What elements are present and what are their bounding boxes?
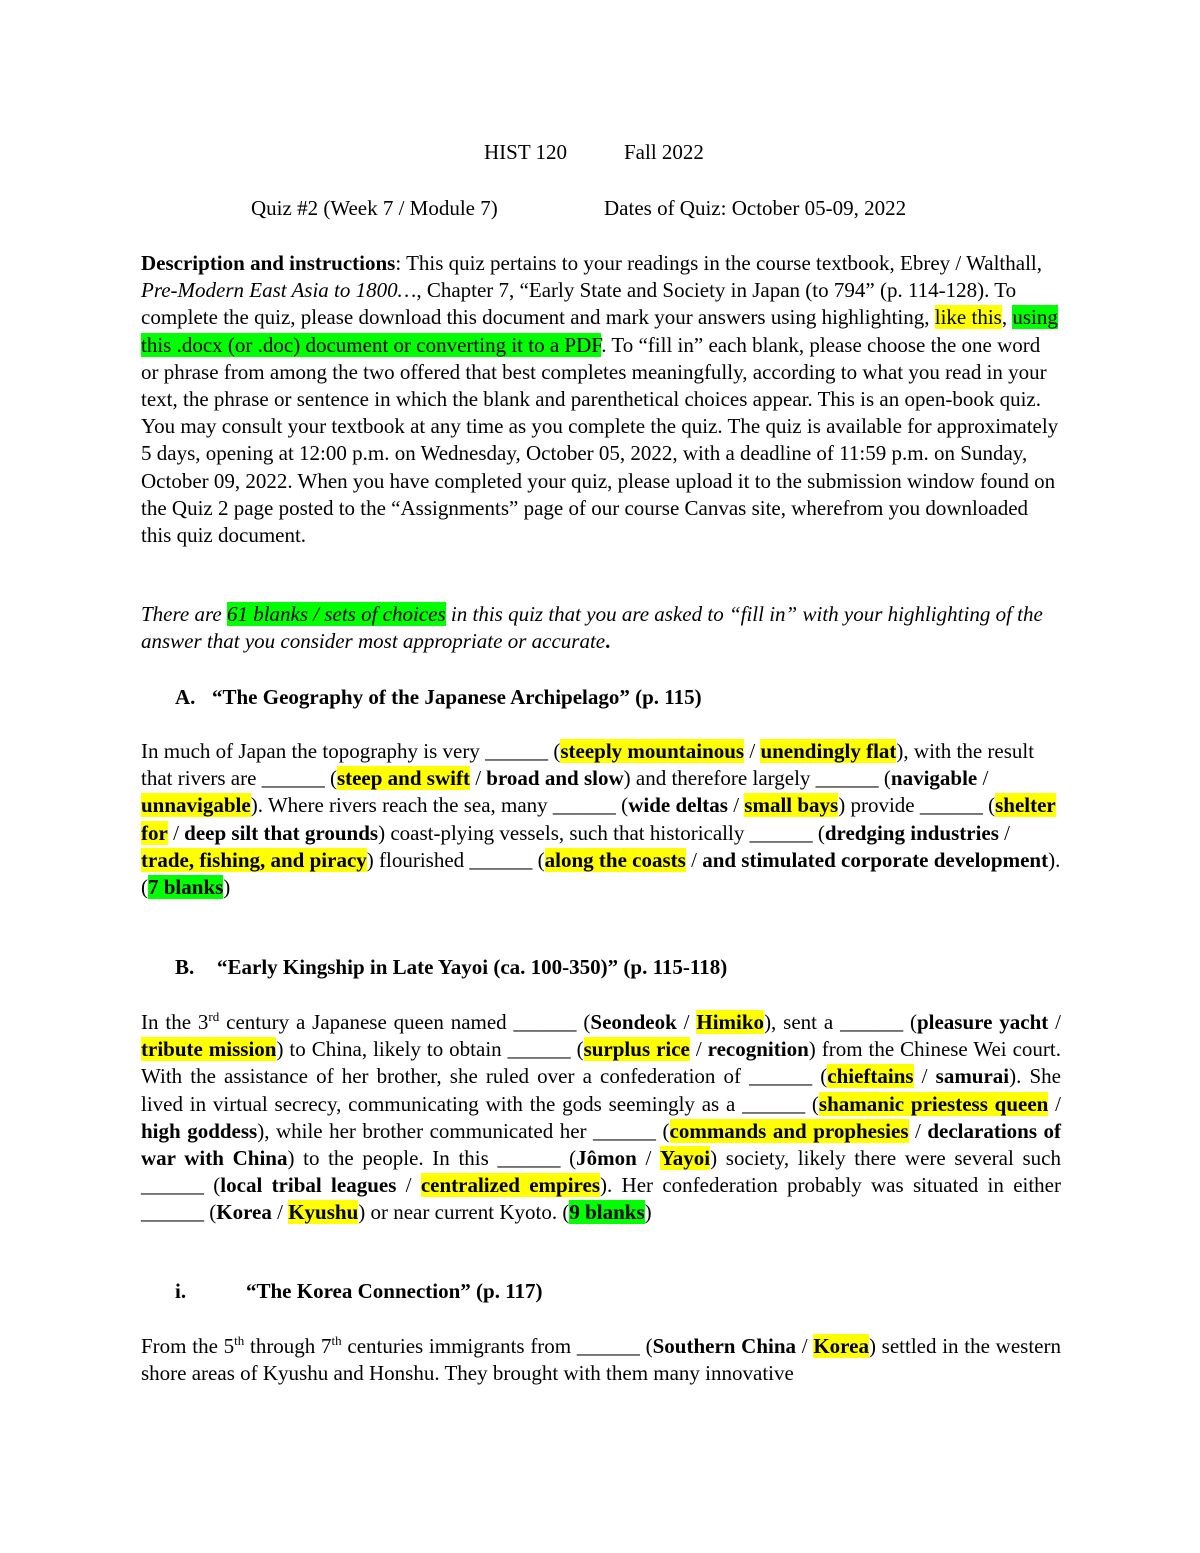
choice-separator: / [636,1146,660,1171]
choice-separator: / [167,820,185,845]
choice-option: Jômon [576,1146,637,1171]
choice-option: pleasure yacht [916,1010,1049,1034]
quiz-title: Quiz #2 (Week 7 / Module 7) [251,196,498,220]
choice-separator: / [469,766,487,791]
choice-option: Southern China [652,1334,797,1358]
text-run: ) society, likely there were several such ______ ( [141,1146,1061,1198]
section-a-paragraph [141,738,1061,901]
text-run: ) or near current Kyoto. ( [358,1200,570,1225]
answer-highlighted: Kyushu [288,1200,359,1225]
section-a-title: “The Geography of the Japanese Archipelago” (p. 115) [212,685,702,709]
highlight-example-green: using this .docx (or .doc) document or converting it to a PDF [141,305,1058,357]
text-run: ) settled in the western shore areas of Kyushu and Honshu. They brought with them many innovative [141,1334,1061,1386]
choice-separator: / [796,1334,814,1358]
quiz-dates: Dates of Quiz: October 05-09, 2022 [604,196,907,220]
note-period: . [605,629,611,654]
blank-count-badge: 7 blanks [148,875,224,900]
text-run: In the 3 [141,1010,209,1034]
section-b-title: “Early Kingship in Late Yayoi (ca. 100-350)” (p. 115-118) [217,955,728,979]
choice-separator: / [744,739,761,763]
text-run: ) [223,875,231,900]
choice-separator: / [1048,1091,1061,1116]
text-run: ) [644,1200,652,1225]
text-run: ). ( [141,847,1061,900]
section-i-paragraph [141,1333,1061,1387]
text-run: In much of Japan the topography is very ______ ( [141,739,561,763]
choice-option: broad and slow [486,766,624,791]
instructions-text-2: , Chapter 7, “Early State and Society in Japan (to 794” (p. 114-128). To complete the quiz, please download this document and mark your answers using highlighting, [141,278,1017,330]
text-run: ), while her brother communicated her ______ ( [257,1118,670,1143]
answer-highlighted: along the coasts [544,847,686,872]
answer-highlighted: surplus rice [583,1037,690,1062]
blanks-note [141,601,1061,655]
answer-highlighted: shamanic priestess queen [818,1091,1049,1116]
choice-option: and stimulated corporate development [702,847,1049,872]
section-i-label: i. [175,1279,187,1303]
ordinal-suffix: th [234,1333,245,1348]
ordinal-suffix: rd [208,1009,220,1024]
choice-option: dredging industries [824,820,999,845]
choice-option: navigable [890,766,978,791]
instructions-comma: , [1001,305,1013,330]
choice-option: recognition [707,1037,809,1062]
choice-option: wide deltas [628,793,728,818]
note-text-2: in this quiz that you are asked to “fill in” with your highlighting of the answer that you consider most appropriate or accurate [141,602,1043,654]
text-run: through 7 [244,1334,332,1358]
text-run: ). Her confederation probably was situated in either ______ ( [141,1173,1061,1225]
answer-highlighted: unnavigable [141,793,251,818]
text-run: ), with the result that rivers are ______ ( [141,739,1035,791]
choice-separator: / [908,1118,928,1143]
ordinal-suffix: th [331,1333,342,1348]
text-run: ) coast-plying vessels, such that historically ______ ( [378,820,825,845]
choice-separator: / [977,766,989,791]
text-run: century a Japanese queen named ______ ( [219,1010,591,1034]
text-run: ) flourished ______ ( [366,847,545,872]
course-term: Fall 2022 [624,140,704,164]
answer-highlighted: trade, fishing, and piracy [141,847,367,872]
blank-count-badge: 9 blanks [569,1200,645,1225]
choice-separator: / [685,847,703,872]
section-b-paragraph [141,1009,1061,1227]
course-header [0,140,1200,170]
choice-separator: / [676,1010,697,1034]
choice-separator: / [271,1200,289,1225]
course-code: HIST 120 [484,140,568,164]
choice-option: Seondeok [590,1010,677,1034]
section-b-label: B. [175,955,195,979]
choice-separator: / [727,793,745,818]
blanks-count-highlight: 61 blanks / sets of choices [226,602,446,626]
answer-highlighted: small bays [744,793,839,818]
choice-separator: / [689,1037,708,1062]
highlight-example-yellow: like this [934,305,1002,330]
text-run: ) to the people. In this ______ ( [287,1146,577,1171]
text-run: centuries immigrants from ______ ( [341,1334,653,1358]
choice-separator: / [396,1173,421,1198]
answer-highlighted: tribute mission [141,1037,277,1062]
text-run: ), sent a ______ ( [764,1010,917,1034]
instructions-label: Description and instructions [141,251,396,275]
text-run: ). She lived in virtual secrecy, communicating with the gods seemingly as a ______ ( [141,1064,1061,1116]
quiz-header [0,196,1200,226]
instructions-paragraph [141,250,1061,549]
choice-separator: / [998,820,1011,845]
answer-highlighted: chieftains [827,1064,914,1089]
choice-option: declarations of war with China [141,1118,1061,1171]
choice-option: Korea [216,1200,272,1225]
choice-option: local tribal leagues [220,1173,397,1198]
section-a-label: A. [175,685,196,709]
instructions-text-3: . To “fill in” each blank, please choose the one word or phrase from among the two offered that best completes meaningfully, according to what you read in your text, the phrase or sentence in which the blank and parenthetical choices appear. This is an open-book quiz. You may consult your textbook at any time as you complete the quiz. The quiz is available for approximately 5 days, opening at 12:00 p.m. on Wednesday, October 05, 2022, with a deadline of 11:59 p.m. on Sunday, October 09, 2022. When you have completed your quiz, please upload it to the submission window found on the Quiz 2 page posted to the “Assignments” page of our course Canvas site, wherefrom you downloaded this quiz document. [141,332,1059,548]
text-run: ) provide ______ ( [838,793,996,818]
answer-highlighted: shelter for [141,793,1056,845]
text-run: ) and therefore largely ______ ( [623,766,891,791]
choice-separator: / [1048,1010,1061,1034]
answer-highlighted: steep and swift [336,766,470,791]
note-text-1: There are [141,602,227,626]
choice-option: samurai [935,1064,1010,1089]
answer-highlighted: Himiko [696,1010,765,1034]
choice-option: high goddess [141,1118,258,1143]
choice-option: deep silt that grounds [184,820,379,845]
text-run: ). Where rivers reach the sea, many ______ ( [250,793,629,818]
answer-highlighted: Yayoi [659,1146,711,1171]
text-run: From the 5 [141,1334,235,1358]
text-run: ) from the Chinese Wei court. With the assistance of her brother, she ruled over a confederation of ______ ( [141,1037,1061,1089]
answer-highlighted: steeply mountainous [560,739,745,763]
choice-separator: / [913,1064,936,1089]
answer-highlighted: centralized empires [420,1173,600,1198]
answer-highlighted: unendingly flat [760,739,897,763]
text-run: ) to China, likely to obtain ______ ( [276,1037,584,1062]
answer-highlighted: commands and prophesies [669,1118,909,1143]
section-i-title: “The Korea Connection” (p. 117) [246,1279,543,1303]
textbook-title: Pre-Modern East Asia to 1800… [141,278,417,303]
instructions-text-1: : This quiz pertains to your readings in the course textbook, Ebrey / Walthall, [395,251,1043,275]
answer-highlighted: Korea [813,1334,869,1358]
